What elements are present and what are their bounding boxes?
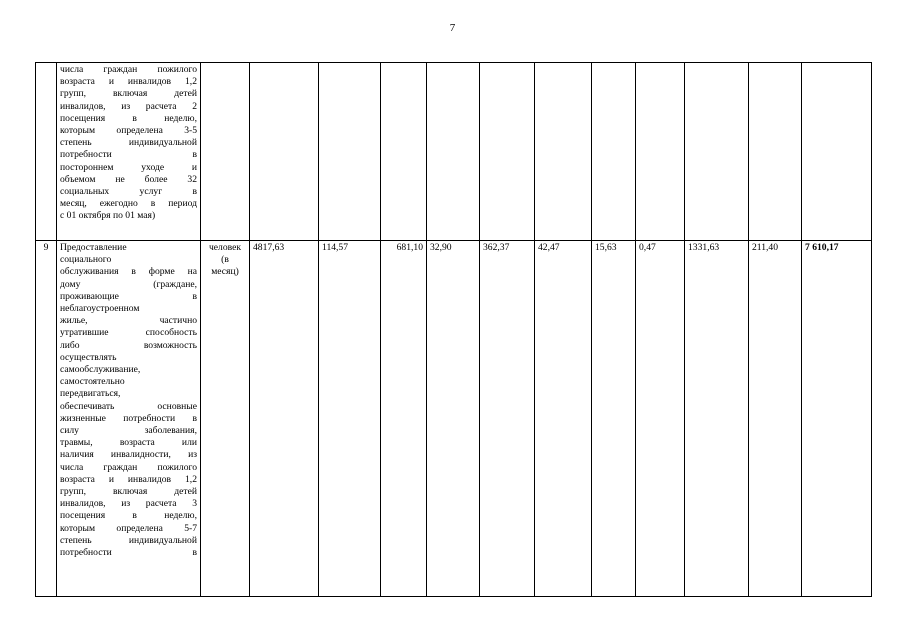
value-cell <box>381 63 427 241</box>
description-line: травмы, возраста или <box>60 437 197 449</box>
description-line: числа граждан пожилого <box>60 64 197 75</box>
description-line: неблагоустроенном <box>60 303 140 315</box>
description-line: наличия инвалидности, из <box>60 449 197 461</box>
value-cell <box>427 63 480 241</box>
description-line: обеспечивать основные <box>60 400 197 412</box>
value-cell: 4817,63 <box>250 241 319 597</box>
value-cell <box>480 63 535 241</box>
description-line: инвалидов, из расчета 3 <box>60 498 197 510</box>
service-description-cell <box>57 241 201 597</box>
service-description-cell <box>57 63 201 241</box>
description-line: групп, включая детей <box>60 88 197 100</box>
description-line: возраста и инвалидов 1,2 <box>60 473 197 485</box>
description-line: передвигаться, <box>60 388 121 400</box>
description-line: обслуживания в форме на <box>60 266 197 278</box>
unit-line: (в <box>221 254 229 266</box>
unit-cell <box>201 63 250 241</box>
value-cell <box>636 63 685 241</box>
value-cell: 42,47 <box>535 241 592 597</box>
description-line: посещения в неделю, <box>60 510 197 522</box>
row-number-cell <box>36 63 57 241</box>
description-line: социальных услуг в <box>60 186 197 198</box>
description-line: которым определена 3-5 <box>60 125 197 137</box>
description-line: степень индивидуальной <box>60 534 197 546</box>
description-line: инвалидов, из расчета 2 <box>60 100 197 112</box>
description-line: постороннем уходе и <box>60 161 197 173</box>
unit-line: месяц) <box>211 266 239 278</box>
description-line: социального <box>60 254 112 266</box>
description-line: посещения в неделю, <box>60 112 197 124</box>
description-line: групп, включая детей <box>60 486 197 498</box>
value-cell <box>250 63 319 241</box>
description-line: Предоставление <box>60 242 127 253</box>
description-line: потребности в <box>60 547 197 559</box>
value-cell: 15,63 <box>592 241 636 597</box>
unit-cell <box>201 241 250 597</box>
value-cell: 32,90 <box>427 241 480 597</box>
description-line: с 01 октября по 01 мая) <box>60 210 156 222</box>
value-cell <box>592 63 636 241</box>
value-cell: 114,57 <box>319 241 381 597</box>
page-number: 7 <box>449 22 456 34</box>
value-cell: 0,47 <box>636 241 685 597</box>
unit-line: человек <box>208 242 242 253</box>
description-line: жилье, частично <box>60 315 197 327</box>
description-line: дому (граждане, <box>60 278 197 290</box>
row-number-cell: 9 <box>36 241 57 597</box>
value-cell: 362,37 <box>480 241 535 597</box>
value-cell <box>749 63 802 241</box>
table-row <box>36 63 872 241</box>
table-row <box>36 241 872 597</box>
value-cell <box>319 63 381 241</box>
description-line: утратившие способность <box>60 327 197 339</box>
description-line: либо возможность <box>60 339 197 351</box>
description-line: жизненные потребности в <box>60 412 197 424</box>
tariff-table <box>35 62 872 597</box>
value-cell <box>685 63 749 241</box>
description-line: объемом не более 32 <box>60 173 197 185</box>
description-line: самообслуживание, <box>60 364 141 376</box>
description-line: осуществлять <box>60 351 117 363</box>
description-line: силу заболевания, <box>60 425 197 437</box>
description-line: числа граждан пожилого <box>60 461 197 473</box>
description-line: которым определена 5-7 <box>60 522 197 534</box>
description-line: самостоятельно <box>60 376 125 388</box>
value-cell: 211,40 <box>749 241 802 597</box>
description-line: потребности в <box>60 149 197 161</box>
description-line: степень индивидуальной <box>60 137 197 149</box>
description-line: месяц, ежегодно в период <box>60 198 197 210</box>
total-cell: 7 610,17 <box>802 241 872 597</box>
value-cell: 681,10 <box>381 241 427 597</box>
value-cell: 1331,63 <box>685 241 749 597</box>
total-cell <box>802 63 872 241</box>
description-line: проживающие в <box>60 290 197 302</box>
description-line: возраста и инвалидов 1,2 <box>60 76 197 88</box>
value-cell <box>535 63 592 241</box>
